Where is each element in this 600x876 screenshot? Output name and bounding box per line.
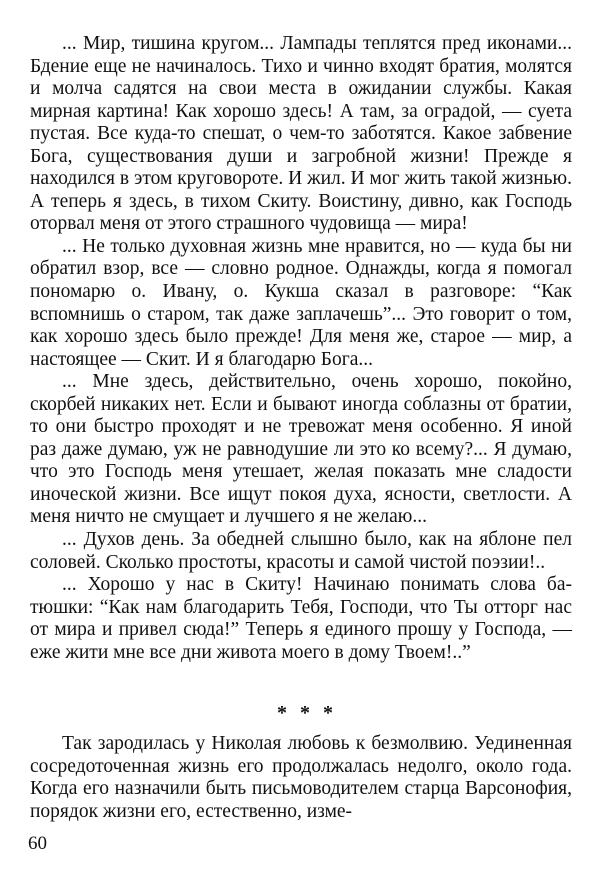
diary-paragraph-2: ... Не только духовная жизнь мне нравится, но — куда бы ни обратил взор, все — словно родное. Однажды, когда я помогал пономарю о. Ивану, о. Кукша сказал в разговоре: “Как вспомнишь о старом, так даже заплачешь”... Это говорит о том, как хорошо здесь было прежде! Для меня же, старое — мир, а настоящее — Скит. И я благодарю Бога... bbox=[30, 235, 572, 370]
diary-paragraph-5: ... Хорошо у нас в Скиту! Начинаю понимать слова батюшки: “Как нам благодарить Тебя, Господи, что Ты отторг нас от мира и привел сюда!” Теперь я единого прошу у Господа, — еже жити мне все дни живота моего в дому Твоем!..” bbox=[30, 574, 572, 663]
narrative-paragraph: Так зародилась у Николая любовь к безмолвию. Уединенная сосредоточенная жизнь его продолжалась недолго, около года. Когда его назначили быть письмоводителем старца Варсонофия, порядок жизни его, естественно, изме- bbox=[30, 733, 572, 822]
diary-paragraph-4: ... Духов день. За обедней слышно было, как на яблоне пел соловей. Сколько простоты, красоты и самой чистой поэзии!.. bbox=[30, 529, 572, 573]
diary-paragraph-1: ... Мир, тишина кругом... Лампады теплятся пред иконами... Бдение еще не начиналось. Тихо и чинно входят братия, молятся и молча садятся на свои места в ожидании службы. Какая мирная картина! Как хорошо здесь! А там, за оградой, — суета пустая. Все куда-то спешат, о чем-то заботятся. Какое забвение Бога, существования души и загробной жизни! Прежде я находился в этом круговороте. И жил. И мог жить такой жизнью. А теперь я здесь, в тихом Скиту. Воистину, дивно, как Господь оторвал меня от этого страшного чудовища — мира! bbox=[30, 33, 572, 235]
diary-excerpts bbox=[30, 33, 572, 664]
narrative-section bbox=[30, 733, 572, 823]
page-number: 60 bbox=[28, 833, 47, 854]
diary-paragraph-3: ... Мне здесь, действительно, очень хорошо, покойно, скорбей никаких нет. Если и бывают иногда соблазны от братии, то они быстро проходят и не тревожат меня особенно. Я иной раз даже думаю, уж не равнодушие ли это ко всему?... Я думаю, что это Господь меня утешает, желая показать мне сладости иноческой жизни. Все ищут покоя духа, ясности, светлости. А меня ничто не смущает и лучшего я не желаю... bbox=[30, 371, 572, 528]
section-separator: * * * bbox=[277, 702, 337, 724]
